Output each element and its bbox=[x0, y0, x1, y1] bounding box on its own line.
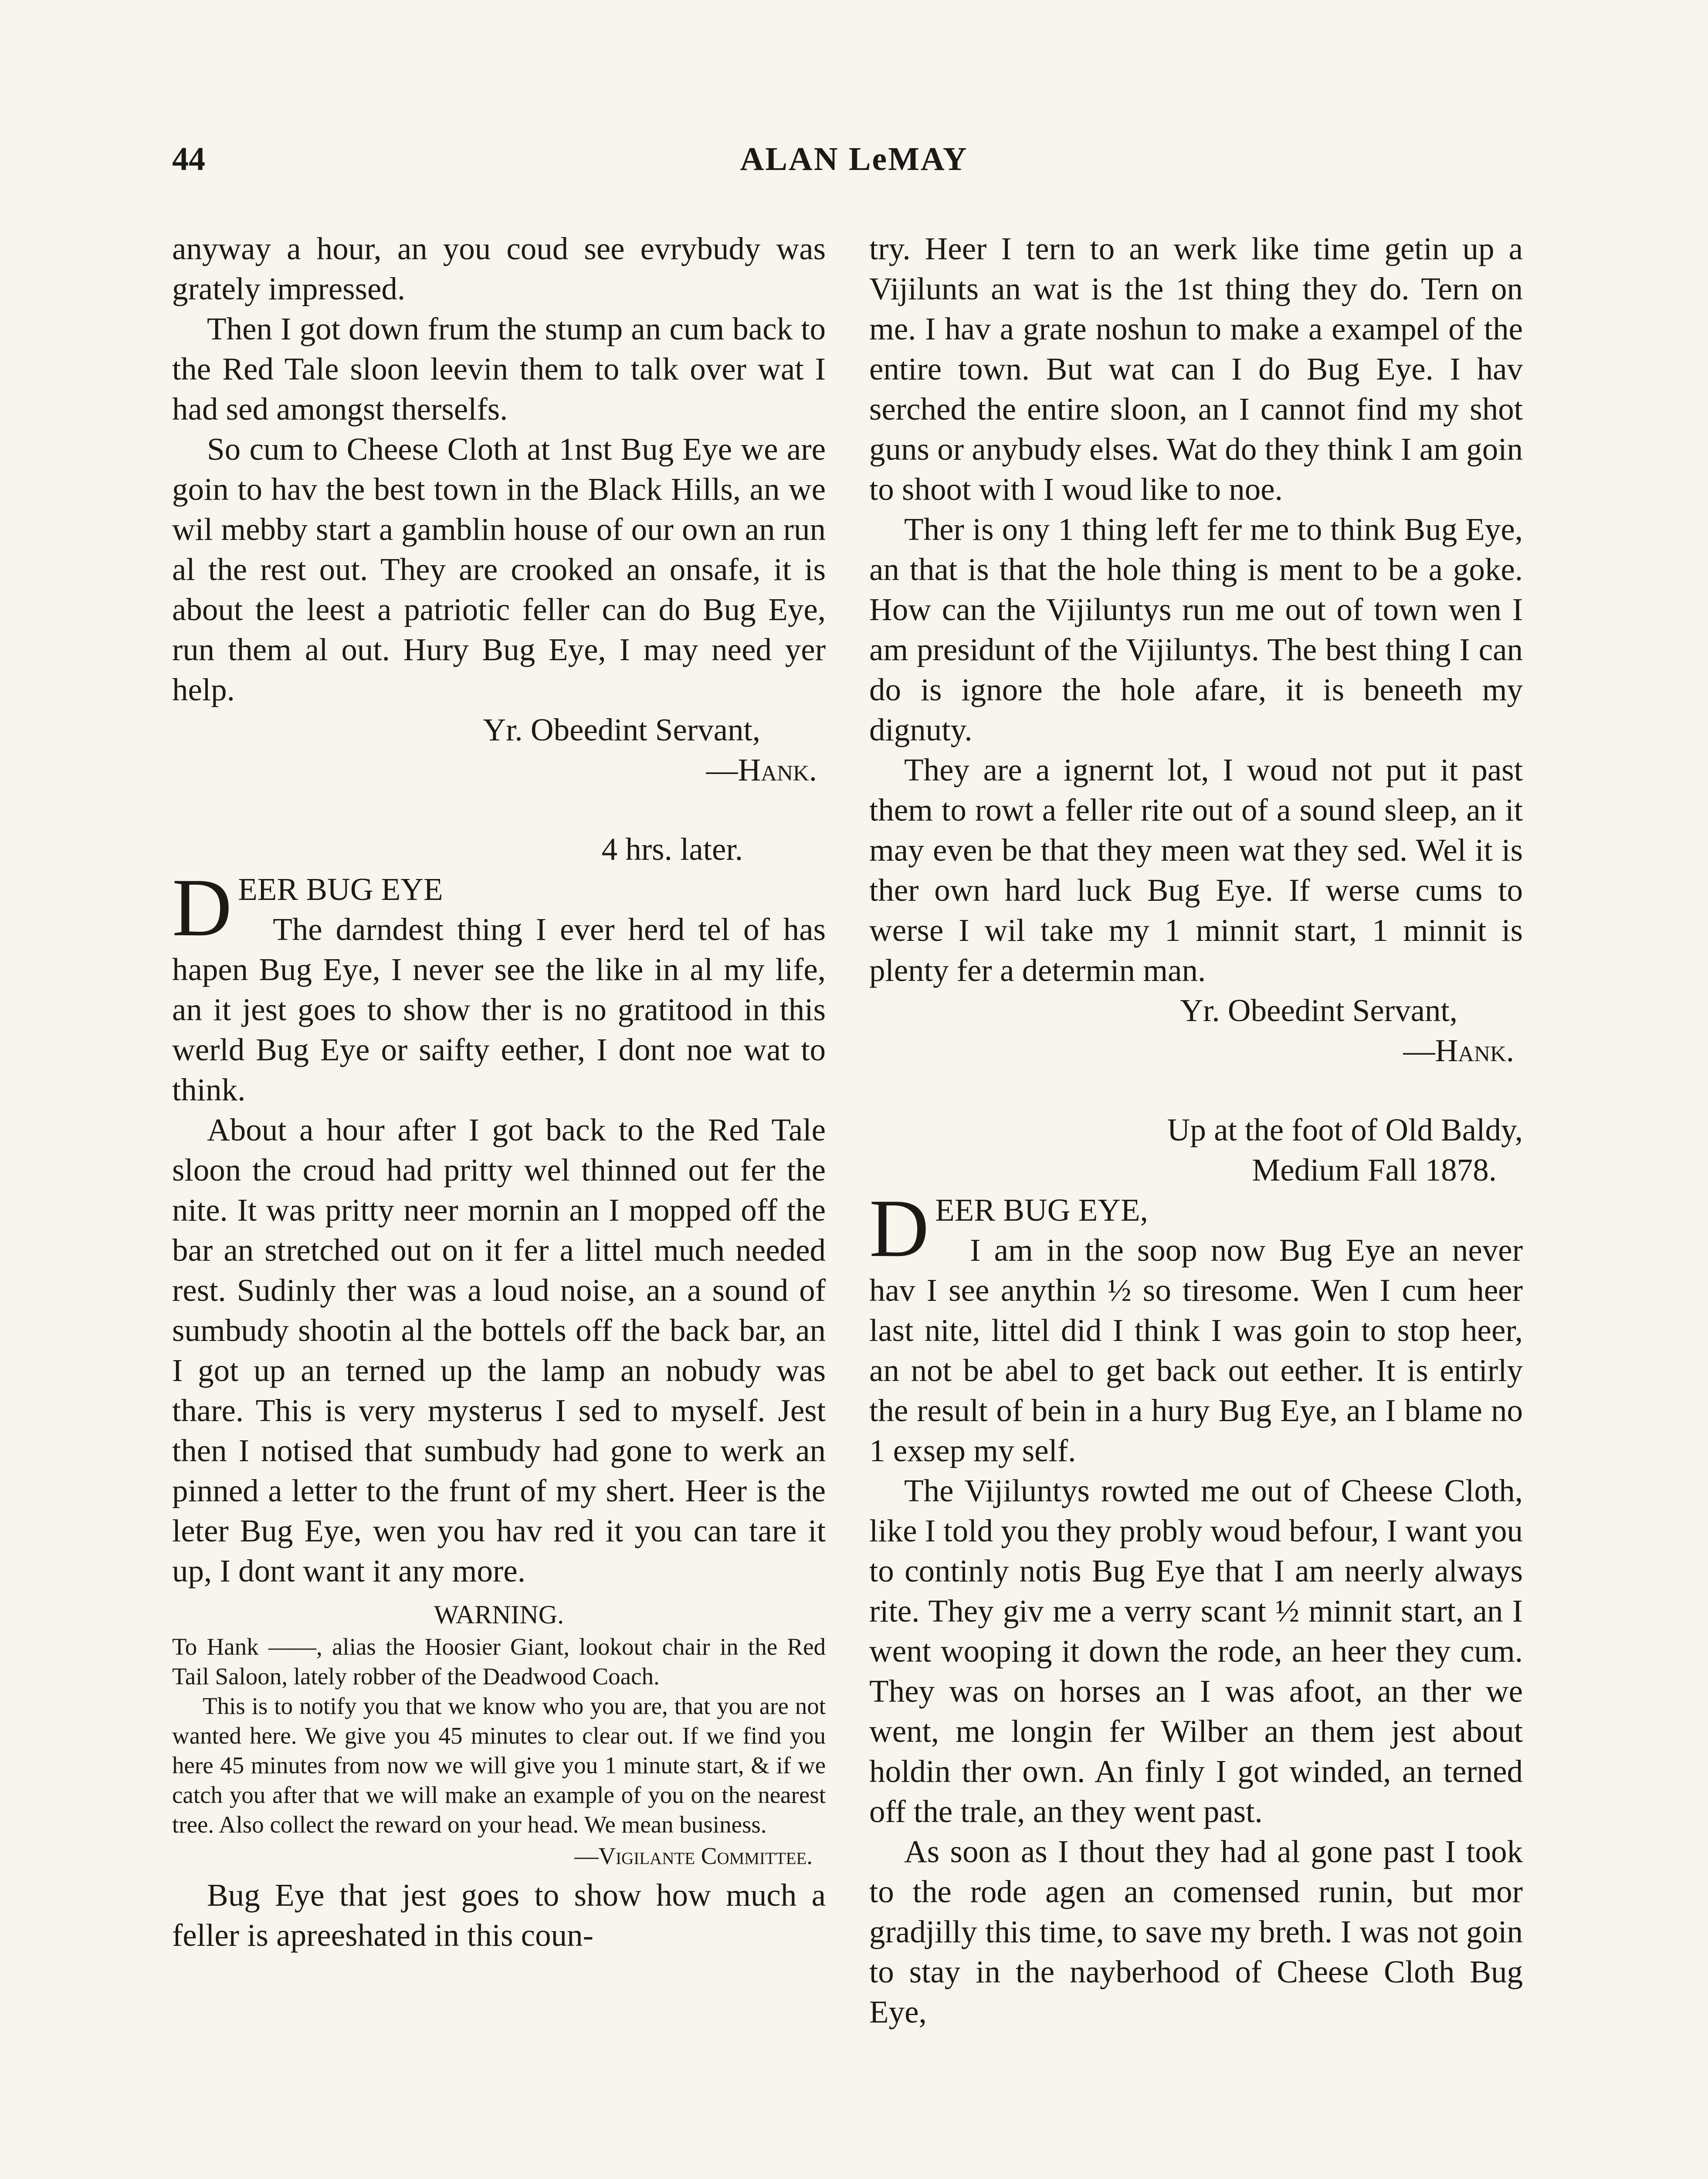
paragraph: So cum to Cheese Cloth at 1nst Bug Eye we are goin to hav the best town in the Black Hills, an we wil mebby start a gamblin house of our own an run al the rest out. They are crooked an onsafe, it is about the leest a patriotic feller can do Bug Eye, run them al out. Hury Bug Eye, I may need yer help. bbox=[172, 431, 826, 707]
warning-title: WARNING. bbox=[434, 1600, 564, 1629]
signature: —Hank. bbox=[706, 752, 817, 787]
warning-address: To Hank ——, alias the Hoosier Giant, lookout chair in the Red Tail Saloon, lately robber of the Deadwood Coach. bbox=[172, 1633, 826, 1690]
warning-notice bbox=[172, 1600, 826, 1871]
salutation bbox=[869, 1183, 1523, 1274]
dateline: Up at the foot of Old Baldy, bbox=[1167, 1112, 1523, 1147]
paragraph: They are a ignernt lot, I woud not put it past them to rowt a feller rite out of a sound sleep, an it may even be that they meen wat they sed. Wel it is ther own hard luck Bug Eye. If werse cums to werse I wil take my 1 minnit start, 1 minnit is plenty fer a determin man. bbox=[869, 752, 1523, 988]
paragraph: The darndest thing I ever herd tel of has hapen Bug Eye, I never see the like in al my life, an it jest goes to show ther is no gratitood in this werld Bug Eye or saifty eether, I dont noe wat to think. bbox=[172, 912, 826, 1107]
paragraph: I am in the soop now Bug Eye an never hav I see anythin ½ so tiresome. Wen I cum heer last nite, littel did I think I was goin to stop heer, an not be abel to get back out eether. It is entirly the result of bein in a hury Bug Eye, an I blame no 1 exsep my self. bbox=[869, 1232, 1523, 1468]
page-header bbox=[172, 140, 1536, 188]
paragraph: Then I got down frum the stump an cum back to the Red Tale sloon leevin them to talk over wat I had sed amongst therselfs. bbox=[172, 311, 826, 427]
time-note: 4 hrs. later. bbox=[601, 832, 743, 867]
signoff bbox=[869, 991, 1523, 1071]
signature: —Hank. bbox=[1403, 1033, 1514, 1068]
paragraph: Ther is ony 1 thing left fer me to think Bug Eye, an that is that the hole thing is ment to be a goke. How can the Vijiluntys run me out of town wen I am presidunt of the Vijiluntys. The best thing I can do is ignore the hole afare, it is beneeth my dignuty. bbox=[869, 512, 1523, 747]
right-column bbox=[869, 229, 1523, 2032]
paragraph: The Vijiluntys rowted me out of Cheese Cloth, like I told you they probly woud befour, I want you to continly notis Bug Eye that I am neerly always rite. They giv me a verry scant ½ minnit start, an I went wooping it down the rode, an heer they cum. They was on horses an I was afoot, an ther we went, me longin fer Wilber an them jest about holdin ther own. An finly I got winded, an terned off the trale, an they went past. bbox=[869, 1473, 1523, 1829]
paragraph: About a hour after I got back to the Red Tale sloon the croud had pritty wel thinned out fer the nite. It was pritty neer mornin an I mopped off the bar an stretched out on it fer a littel much needed rest. Sudinly ther was a loud noise, an a sound of sumbudy shootin al the bottels off the back bar, an I got up an terned up the lamp an nobudy was thare. This is very mysterus I sed to myself. Jest then I notised that sumbudy had gone to werk an pinned a letter to the frunt of my shert. Heer is the leter Bug Eye, wen you hav red it you can tare it up, I dont want it any more. bbox=[172, 1112, 826, 1588]
page-number: 44 bbox=[172, 141, 205, 177]
salutation-text: EER BUG EYE, bbox=[935, 1192, 1148, 1228]
paragraph: Bug Eye that jest goes to show how much a feller is apreeshated in this coun- bbox=[172, 1877, 826, 1953]
warning-body: This is to notify you that we know who you are, that you are not wanted here. We give you 45 minutes to clear out. If we find you here 45 minutes from now we will give you 1 minute start, & if we catch you after that we will make an example of you on the nearest tree. Also collect the reward on your head. We mean business. bbox=[172, 1693, 826, 1838]
drop-cap: D bbox=[172, 862, 232, 954]
running-title: ALAN LeMAY bbox=[740, 141, 968, 177]
closing: Yr. Obeedint Servant, bbox=[1180, 993, 1457, 1028]
signoff bbox=[172, 710, 826, 790]
salutation bbox=[172, 862, 826, 954]
paragraph: try. Heer I tern to an werk like time getin up a Vijilunts an wat is the 1st thing they do. Tern on me. I hav a grate noshun to make a exampel of the entire town. But wat can I do Bug Eye. I hav serched the entire sloon, an I cannot find my shot guns or anybudy elses. Wat do they think I am goin to shoot with I woud like to noe. bbox=[869, 231, 1523, 507]
dateline: Medium Fall 1878. bbox=[1252, 1152, 1497, 1188]
paragraph: anyway a hour, an you coud see evrybudy was grately impressed. bbox=[172, 231, 826, 306]
salutation-text: EER BUG EYE bbox=[238, 872, 443, 907]
paragraph: As soon as I thout they had al gone past I took to the rode agen an comensed runin, but mor gradjilly this time, to save my breth. I was not goin to stay in the nayberhood of Cheese Cloth Bug Eye, bbox=[869, 1834, 1523, 2030]
closing: Yr. Obeedint Servant, bbox=[483, 712, 760, 747]
left-column bbox=[172, 229, 826, 1955]
warning-signature: —Vigilante Committee. bbox=[574, 1843, 813, 1869]
drop-cap: D bbox=[869, 1183, 929, 1274]
